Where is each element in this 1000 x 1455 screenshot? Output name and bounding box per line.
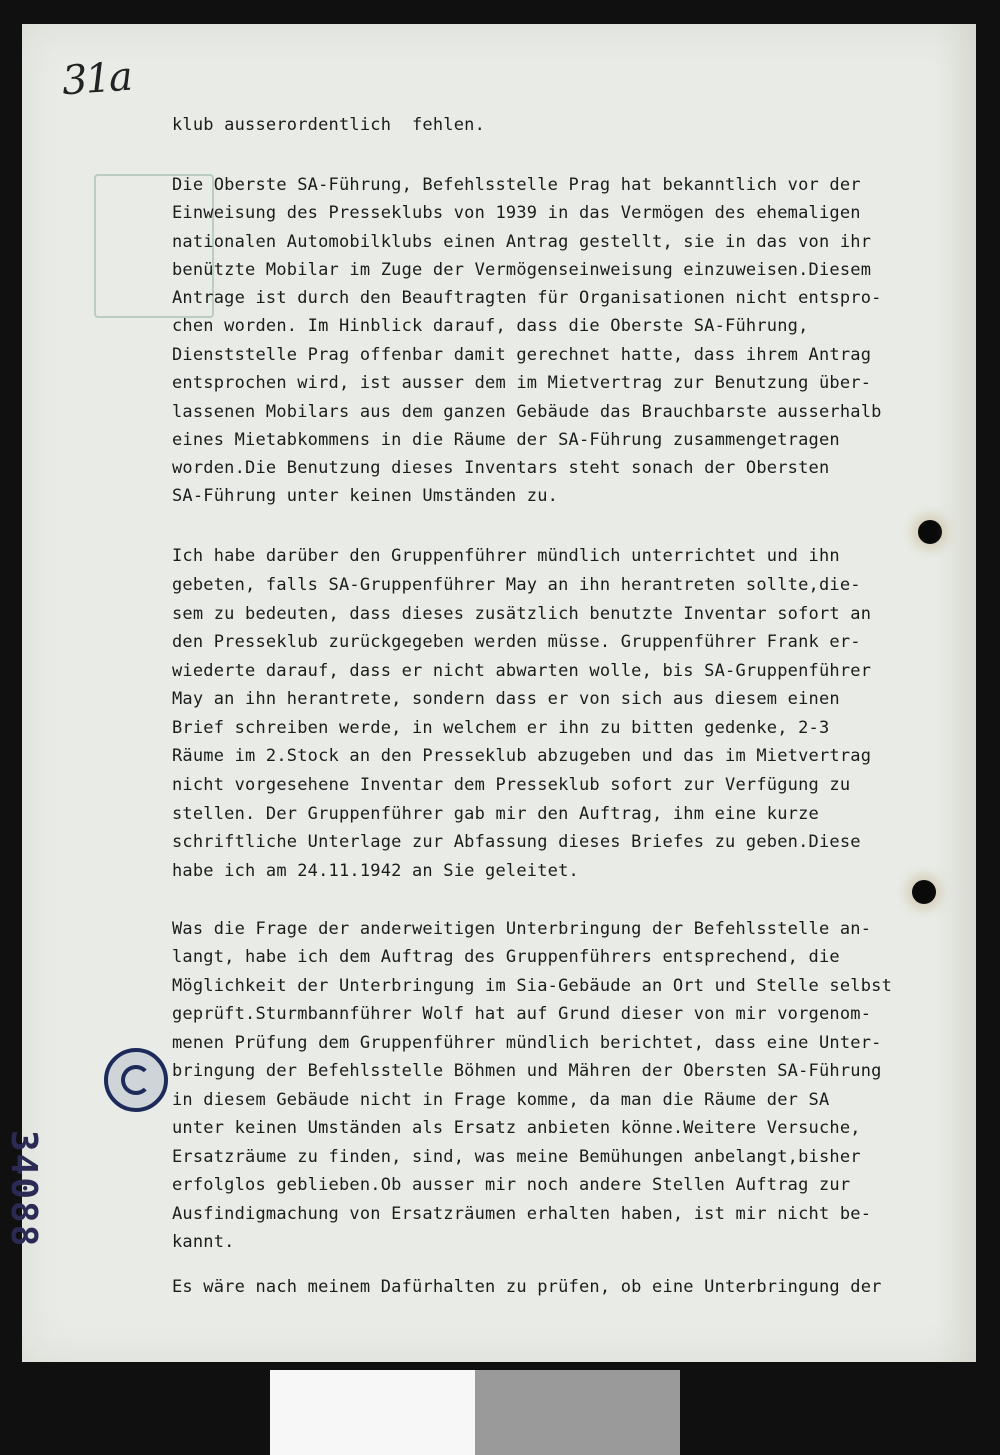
text-line: bringung der Befehlsstelle Böhmen und Mähren der Obersten SA-Führung — [172, 1061, 882, 1081]
text-line: geprüft.Sturmbannführer Wolf hat auf Grund dieser von mir vorgenom- — [172, 1004, 872, 1024]
archive-number: 34088 — [3, 1130, 44, 1249]
text-line: entsprochen wird, ist ausser dem im Mietvertrag zur Benutzung über- — [172, 373, 872, 393]
text-line: in diesem Gebäude nicht in Frage komme, da man die Räume der SA — [172, 1090, 830, 1110]
text-line: Die Oberste SA-Führung, Befehlsstelle Prag hat bekanntlich vor der — [172, 175, 861, 195]
text-line: Möglichkeit der Unterbringung im Sia-Gebäude an Ort und Stelle selbst — [172, 976, 893, 996]
text-line: chen worden. Im Hinblick darauf, dass die Oberste SA-Führung, — [172, 316, 809, 336]
archive-seal — [104, 1048, 168, 1112]
text-line: Ausfindigmachung von Ersatzräumen erhalten haben, ist mir nicht be- — [172, 1204, 872, 1224]
text-line: worden.Die Benutzung dieses Inventars steht sonach der Obersten — [172, 458, 830, 478]
calibration-gray-patch — [475, 1370, 680, 1455]
text-line: unter keinen Umständen als Ersatz anbieten könne.Weitere Versuche, — [172, 1118, 861, 1138]
text-line: langt, habe ich dem Auftrag des Gruppenführers entsprechend, die — [172, 947, 840, 967]
text-line: Was die Frage der anderweitigen Unterbringung der Befehlsstelle an- — [172, 919, 872, 939]
text-line: gebeten, falls SA-Gruppenführer May an ihn herantreten sollte,die- — [172, 575, 861, 595]
text-line: menen Prüfung dem Gruppenführer mündlich berichtet, dass eine Unter- — [172, 1033, 882, 1053]
text-line: SA-Führung unter keinen Umständen zu. — [172, 486, 559, 506]
text-line: schriftliche Unterlage zur Abfassung dieses Briefes zu geben.Diese — [172, 832, 861, 852]
text-line: stellen. Der Gruppenführer gab mir den Auftrag, ihm eine kurze — [172, 804, 819, 824]
folio-number: 31a — [60, 53, 133, 105]
text-line: Es wäre nach meinem Dafürhalten zu prüfen, ob eine Unterbringung der — [172, 1277, 882, 1297]
text-line: klub ausserordentlich fehlen. — [172, 115, 486, 135]
calibration-white-patch — [270, 1370, 475, 1455]
text-line: kannt. — [172, 1232, 235, 1252]
text-line: May an ihn herantrete, sondern dass er von sich aus diesem einen — [172, 689, 840, 709]
text-line: sem zu bedeuten, dass dieses zusätzlich benutzte Inventar sofort an — [172, 604, 872, 624]
text-line: nationalen Automobilklubs einen Antrag gestellt, sie in das von ihr — [172, 232, 872, 252]
text-line: erfolglos geblieben.Ob ausser mir noch andere Stellen Auftrag zur — [172, 1175, 851, 1195]
text-line: Brief schreiben werde, in welchem er ihn zu bitten gedenke, 2-3 — [172, 718, 830, 738]
text-line: benützte Mobilar im Zuge der Vermögenseinweisung einzuweisen.Diesem — [172, 260, 872, 280]
color-calibration-strip — [270, 1370, 680, 1455]
punch-hole-lower — [912, 880, 936, 904]
text-line: den Presseklub zurückgegeben werden müsse. Gruppenführer Frank er- — [172, 632, 861, 652]
text-line: habe ich am 24.11.1942 an Sie geleitet. — [172, 861, 579, 881]
text-line: Antrage ist durch den Beauftragten für Organisationen nicht entspro- — [172, 288, 882, 308]
text-line: lassenen Mobilars aus dem ganzen Gebäude das Brauchbarste ausserhalb — [172, 402, 882, 422]
text-line: wiederte darauf, dass er nicht abwarten wolle, bis SA-Gruppenführer — [172, 661, 872, 681]
text-line: Ersatzräume zu finden, sind, was meine Bemühungen anbelangt,bisher — [172, 1147, 861, 1167]
text-line: nicht vorgesehene Inventar dem Presseklub sofort zur Verfügung zu — [172, 775, 851, 795]
punch-hole-upper — [918, 520, 942, 544]
text-line: Räume im 2.Stock an den Presseklub abzugeben und das im Mietvertrag — [172, 746, 872, 766]
text-line: Einweisung des Presseklubs von 1939 in das Vermögen des ehemaligen — [172, 203, 861, 223]
text-line: eines Mietabkommens in die Räume der SA-Führung zusammengetragen — [172, 430, 840, 450]
text-line: Ich habe darüber den Gruppenführer mündlich unterrichtet und ihn — [172, 546, 840, 566]
text-line: Dienststelle Prag offenbar damit gerechnet hatte, dass ihrem Antrag — [172, 345, 872, 365]
